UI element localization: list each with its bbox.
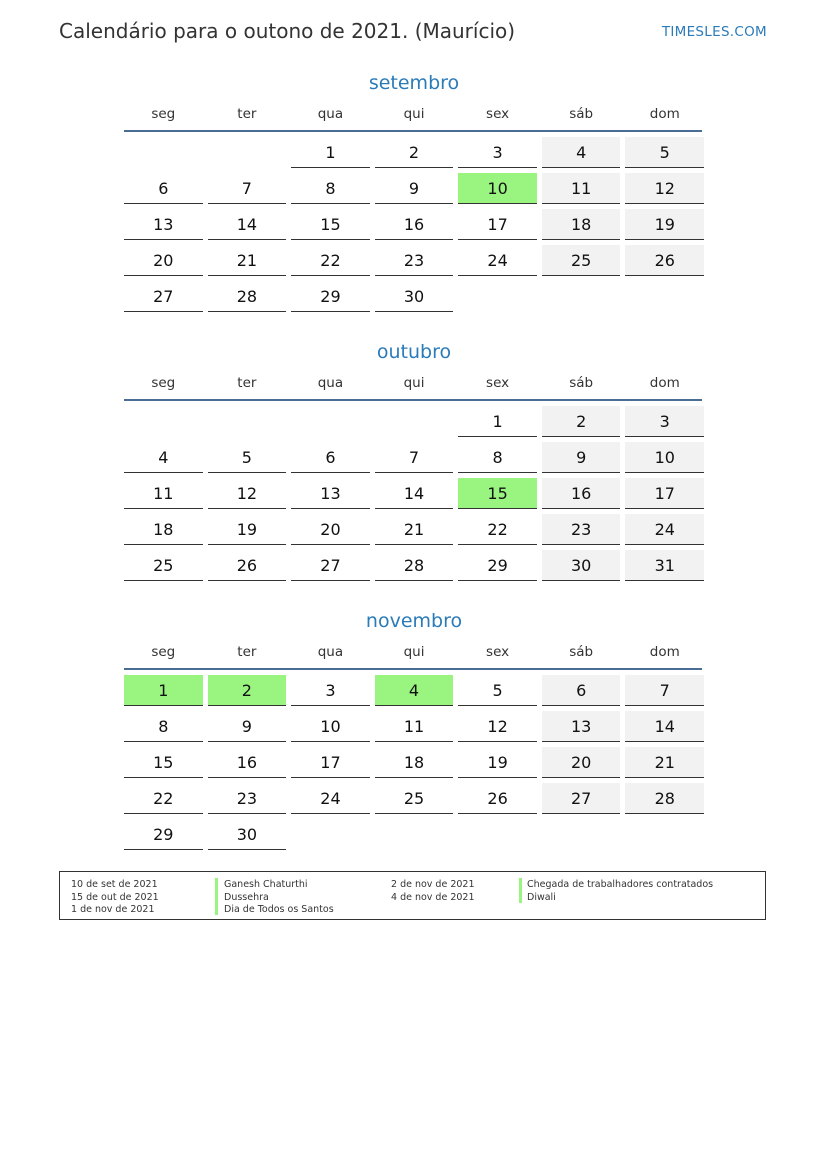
weekday-label: sex [486, 375, 510, 391]
month-novembro [124, 606, 704, 855]
day-cell: 17 [625, 478, 704, 509]
weekday-label: ter [237, 106, 257, 122]
weekday-label: ter [237, 644, 257, 660]
day-cell: 24 [291, 783, 370, 814]
day-cell: 29 [458, 550, 537, 581]
day-cell: 25 [375, 783, 454, 814]
legend-holiday-name: Dia de Todos os Santos [224, 904, 334, 915]
day-cell: 5 [208, 442, 287, 473]
holiday-day-cell: 2 [208, 675, 287, 706]
day-cell: 12 [208, 478, 287, 509]
day-cell: 19 [625, 209, 704, 240]
day-cell: 19 [458, 747, 537, 778]
week-row [124, 711, 704, 742]
header-rule [124, 130, 702, 132]
week-row [124, 514, 704, 545]
month-setembro [124, 68, 704, 317]
day-cell: 29 [124, 819, 203, 850]
day-cell: 1 [291, 137, 370, 168]
week-row [124, 281, 704, 312]
empty-day-cell [542, 281, 621, 312]
week-row [124, 478, 704, 509]
day-cell: 14 [625, 711, 704, 742]
day-cell: 16 [542, 478, 621, 509]
day-cell: 21 [208, 245, 287, 276]
day-cell: 4 [124, 442, 203, 473]
weeks-grid [124, 675, 704, 850]
day-cell: 22 [291, 245, 370, 276]
legend-names-left [224, 879, 334, 917]
empty-day-cell [458, 819, 537, 850]
holiday-day-cell: 10 [458, 173, 537, 204]
holiday-day-cell: 15 [458, 478, 537, 509]
day-cell: 10 [625, 442, 704, 473]
week-row [124, 442, 704, 473]
weekday-label: sáb [569, 644, 594, 660]
weekday-label: qua [317, 644, 344, 660]
empty-day-cell [375, 406, 454, 437]
weeks-grid [124, 406, 704, 581]
weekday-label: sex [486, 106, 510, 122]
week-row [124, 819, 704, 850]
empty-day-cell [291, 819, 370, 850]
day-cell: 2 [542, 406, 621, 437]
day-cell: 8 [124, 711, 203, 742]
day-cell: 20 [124, 245, 203, 276]
day-cell: 27 [291, 550, 370, 581]
week-row [124, 209, 704, 240]
day-cell: 4 [542, 137, 621, 168]
day-cell: 6 [542, 675, 621, 706]
day-cell: 21 [375, 514, 454, 545]
empty-day-cell [124, 406, 203, 437]
day-cell: 27 [542, 783, 621, 814]
weekday-label: ter [237, 375, 257, 391]
week-row [124, 550, 704, 581]
weekday-label: sex [486, 644, 510, 660]
week-row [124, 406, 704, 437]
day-cell: 20 [291, 514, 370, 545]
empty-day-cell [375, 819, 454, 850]
week-row [124, 747, 704, 778]
month-title: outubro [376, 341, 452, 363]
legend-date: 4 de nov de 2021 [391, 891, 475, 903]
day-cell: 27 [124, 281, 203, 312]
weekday-label: sáb [569, 375, 594, 391]
weekday-label: qua [317, 106, 344, 122]
day-cell: 17 [458, 209, 537, 240]
empty-day-cell [625, 819, 704, 850]
holiday-day-cell: 1 [124, 675, 203, 706]
day-cell: 22 [458, 514, 537, 545]
legend-date: 15 de out de 2021 [71, 891, 159, 903]
day-cell: 1 [458, 406, 537, 437]
day-cell: 30 [375, 281, 454, 312]
empty-day-cell [458, 281, 537, 312]
legend-holiday-name: Chegada de trabalhadores contratados [527, 879, 714, 890]
day-cell: 26 [458, 783, 537, 814]
weekday-label: seg [151, 644, 176, 660]
weekday-header [124, 642, 704, 668]
day-cell: 22 [124, 783, 203, 814]
site-link[interactable]: TIMESLES.COM [661, 24, 767, 40]
legend-color-mark [215, 878, 218, 915]
month-outubro [124, 337, 704, 586]
page-title: Calendário para o outono de 2021. (Maurício) [59, 19, 516, 43]
header-rule [124, 399, 702, 401]
month-title: setembro [368, 72, 460, 94]
day-cell: 25 [124, 550, 203, 581]
day-cell: 9 [542, 442, 621, 473]
week-row [124, 675, 704, 706]
weekday-header [124, 104, 704, 130]
day-cell: 18 [375, 747, 454, 778]
day-cell: 2 [375, 137, 454, 168]
day-cell: 28 [375, 550, 454, 581]
day-cell: 18 [124, 514, 203, 545]
day-cell: 19 [208, 514, 287, 545]
weekday-label: qui [403, 106, 425, 122]
week-row [124, 173, 704, 204]
day-cell: 6 [291, 442, 370, 473]
day-cell: 13 [124, 209, 203, 240]
legend-date: 10 de set de 2021 [71, 879, 158, 890]
weekday-label: sáb [569, 106, 594, 122]
day-cell: 6 [124, 173, 203, 204]
month-title: novembro [365, 610, 463, 632]
weekday-label: dom [649, 375, 680, 391]
day-cell: 29 [291, 281, 370, 312]
empty-day-cell [208, 137, 287, 168]
weekday-label: qui [403, 644, 425, 660]
empty-day-cell [208, 406, 287, 437]
day-cell: 13 [542, 711, 621, 742]
day-cell: 30 [542, 550, 621, 581]
weekday-label: seg [151, 375, 176, 391]
week-row [124, 245, 704, 276]
weekday-label: qua [317, 375, 344, 391]
weeks-grid [124, 137, 704, 312]
day-cell: 24 [625, 514, 704, 545]
day-cell: 8 [458, 442, 537, 473]
header-rule [124, 668, 702, 670]
day-cell: 23 [542, 514, 621, 545]
legend-holiday-name: Dussehra [224, 891, 269, 903]
day-cell: 15 [291, 209, 370, 240]
empty-day-cell [124, 137, 203, 168]
week-row [124, 783, 704, 814]
holiday-legend [59, 871, 766, 920]
day-cell: 17 [291, 747, 370, 778]
empty-day-cell [625, 281, 704, 312]
legend-color-mark [519, 878, 522, 903]
empty-day-cell [542, 819, 621, 850]
weekday-label: dom [649, 106, 680, 122]
day-cell: 24 [458, 245, 537, 276]
day-cell: 23 [375, 245, 454, 276]
week-row [124, 137, 704, 168]
day-cell: 5 [458, 675, 537, 706]
legend-holiday-name: Ganesh Chaturthi [224, 879, 308, 890]
day-cell: 28 [208, 281, 287, 312]
day-cell: 10 [291, 711, 370, 742]
legend-date: 2 de nov de 2021 [391, 879, 475, 890]
legend-dates-right [391, 879, 475, 904]
day-cell: 11 [124, 478, 203, 509]
holiday-day-cell: 4 [375, 675, 454, 706]
day-cell: 28 [625, 783, 704, 814]
day-cell: 12 [625, 173, 704, 204]
day-cell: 25 [542, 245, 621, 276]
weekday-label: dom [649, 644, 680, 660]
weekday-label: seg [151, 106, 176, 122]
day-cell: 5 [625, 137, 704, 168]
day-cell: 13 [291, 478, 370, 509]
day-cell: 7 [375, 442, 454, 473]
day-cell: 7 [625, 675, 704, 706]
day-cell: 3 [458, 137, 537, 168]
day-cell: 8 [291, 173, 370, 204]
day-cell: 23 [208, 783, 287, 814]
day-cell: 3 [625, 406, 704, 437]
day-cell: 14 [208, 209, 287, 240]
day-cell: 3 [291, 675, 370, 706]
day-cell: 9 [208, 711, 287, 742]
day-cell: 20 [542, 747, 621, 778]
day-cell: 11 [375, 711, 454, 742]
day-cell: 26 [625, 245, 704, 276]
day-cell: 11 [542, 173, 621, 204]
day-cell: 16 [375, 209, 454, 240]
day-cell: 15 [124, 747, 203, 778]
day-cell: 31 [625, 550, 704, 581]
day-cell: 26 [208, 550, 287, 581]
weekday-header [124, 373, 704, 399]
day-cell: 14 [375, 478, 454, 509]
day-cell: 9 [375, 173, 454, 204]
day-cell: 30 [208, 819, 287, 850]
weekday-label: qui [403, 375, 425, 391]
day-cell: 21 [625, 747, 704, 778]
day-cell: 7 [208, 173, 287, 204]
legend-names-right [527, 879, 713, 904]
empty-day-cell [291, 406, 370, 437]
legend-dates-left [71, 879, 159, 917]
day-cell: 12 [458, 711, 537, 742]
day-cell: 18 [542, 209, 621, 240]
legend-holiday-name: Diwali [527, 891, 556, 903]
day-cell: 16 [208, 747, 287, 778]
legend-date: 1 de nov de 2021 [71, 904, 155, 915]
